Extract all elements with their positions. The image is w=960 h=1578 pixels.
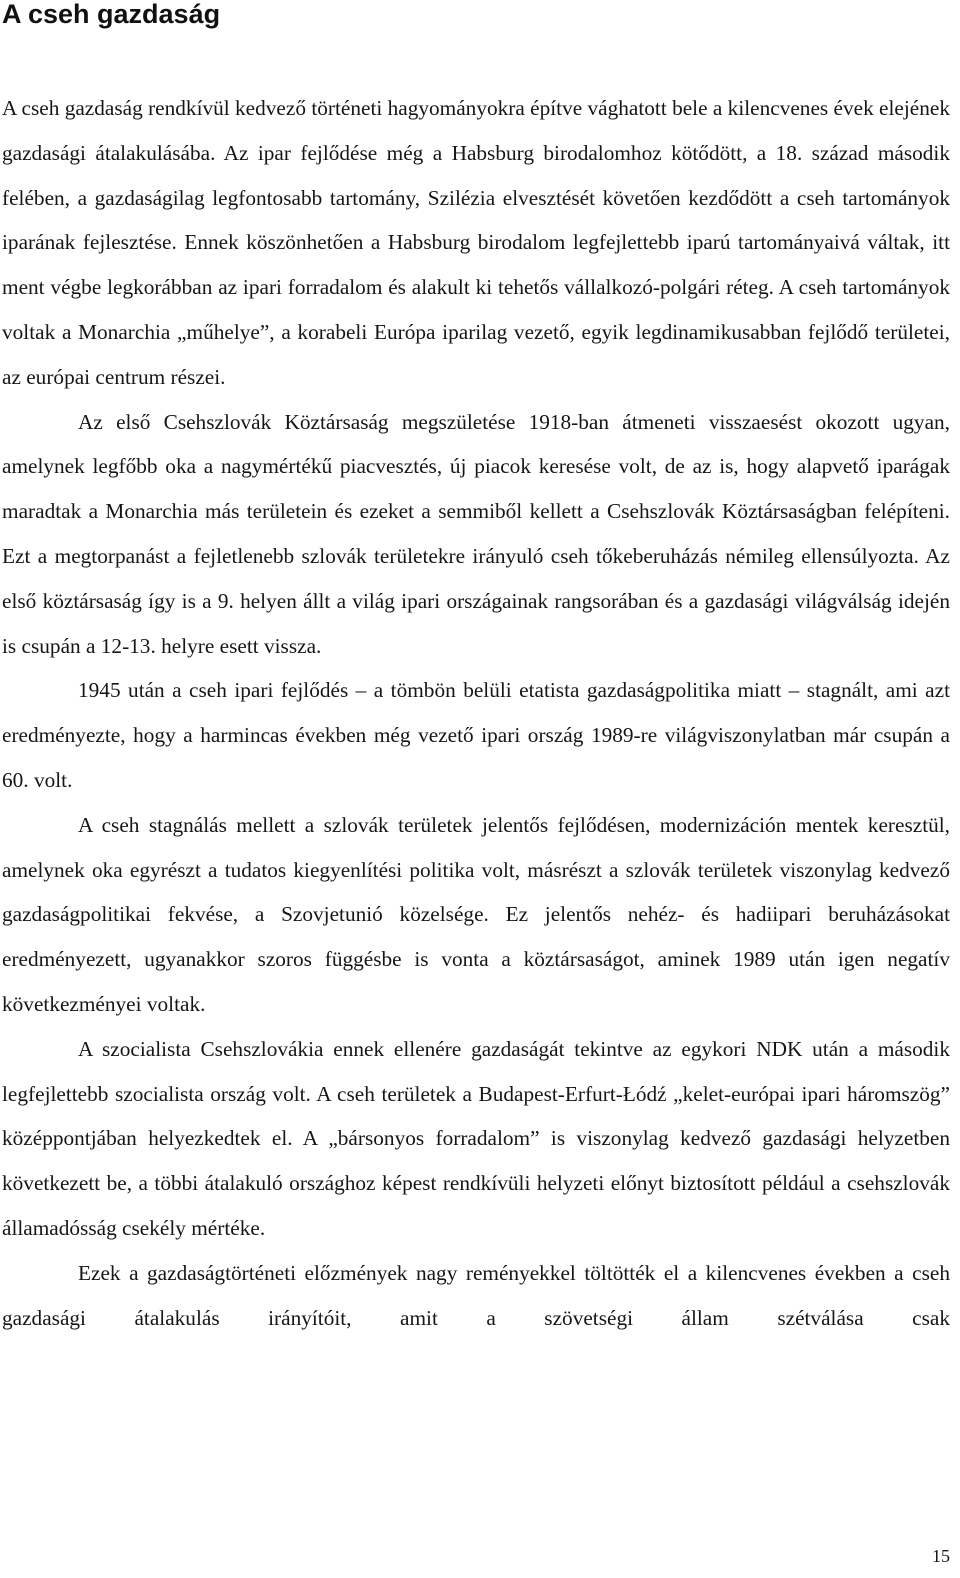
page-number: 15	[932, 1546, 950, 1566]
paragraph-4: A cseh stagnálás mellett a szlovák területek jelentős fejlődésen, modernizáción mentek keresztül, amelynek oka egyrészt a tudatos kiegyenlítési politika volt, másrészt a szlovák területek viszonylag kedvező gazdaságpolitikai fekvése, a Szovjetunió közelsége. Ez jelentős nehéz- és hadiipari beruházásokat eredményezett, ugyanakkor szoros függésbe is vonta a köztársaságot, aminek 1989 után igen negatív következményei voltak.	[2, 812, 950, 1016]
page-title: A cseh gazdaság	[2, 0, 221, 29]
body-text	[2, 86, 950, 1340]
paragraph-6: Ezek a gazdaságtörténeti előzmények nagy reményekkel töltötték el a kilencvenes években a cseh gazdasági átalakulás irányítóit, amit a szövetségi állam szétválása csak	[2, 1260, 950, 1330]
paragraph-5: A szocialista Csehszlovákia ennek ellenére gazdaságát tekintve az egykori NDK után a második legfejlettebb szocialista ország volt. A cseh területek a Budapest-Erfurt-Łódź „kelet-európai ipari háromszög” középpontjában helyezkedtek el. A „bársonyos forradalom” is viszonylag kedvező gazdasági helyzetben következett be, a többi átalakuló országhoz képest rendkívüli helyzeti előnyt biztosított például a csehszlovák államadósság csekély mértéke.	[2, 1036, 950, 1240]
paragraph-3: 1945 után a cseh ipari fejlődés – a tömbön belüli etatista gazdaságpolitika miatt – stagnált, ami azt eredményezte, hogy a harmincas években még vezető ipari ország 1989-re világviszonylatban már csupán a 60. volt.	[2, 678, 950, 792]
paragraph-1: A cseh gazdaság rendkívül kedvező történeti hagyományokra építve vághatott bele a kilencvenes évek elejének gazdasági átalakulásába. Az ipar fejlődése még a Habsburg birodalomhoz kötődött, a 18. század második felében, a gazdaságilag legfontosabb tartomány, Szilézia elvesztését követően kezdődött a cseh tartományok iparának fejlesztése. Ennek köszönhetően a Habsburg birodalom legfejlettebb iparú tartományaivá váltak, itt ment végbe legkorábban az ipari forradalom és alakult ki tehetős vállalkozó-polgári réteg. A cseh tartományok voltak a Monarchia „műhelye”, a korabeli Európa iparilag vezető, egyik legdinamikusabban fejlődő területei, az európai centrum részei.	[2, 96, 950, 389]
paragraph-2: Az első Csehszlovák Köztársaság megszületése 1918-ban átmeneti visszaesést okozott ugyan, amelynek legfőbb oka a nagymértékű piacvesztés, új piacok keresése volt, de az is, hogy alapvető iparágak maradtak a Monarchia más területein és ezeket a semmiből kellett a Csehszlovák Köztársaságban felépíteni. Ezt a megtorpanást a fejletlenebb szlovák területekre irányuló cseh tőkeberuházás némileg ellensúlyozta. Az első köztársaság így is a 9. helyen állt a világ ipari országainak rangsorában és a gazdasági világválság idején is csupán a 12-13. helyre esett vissza.	[2, 409, 950, 658]
